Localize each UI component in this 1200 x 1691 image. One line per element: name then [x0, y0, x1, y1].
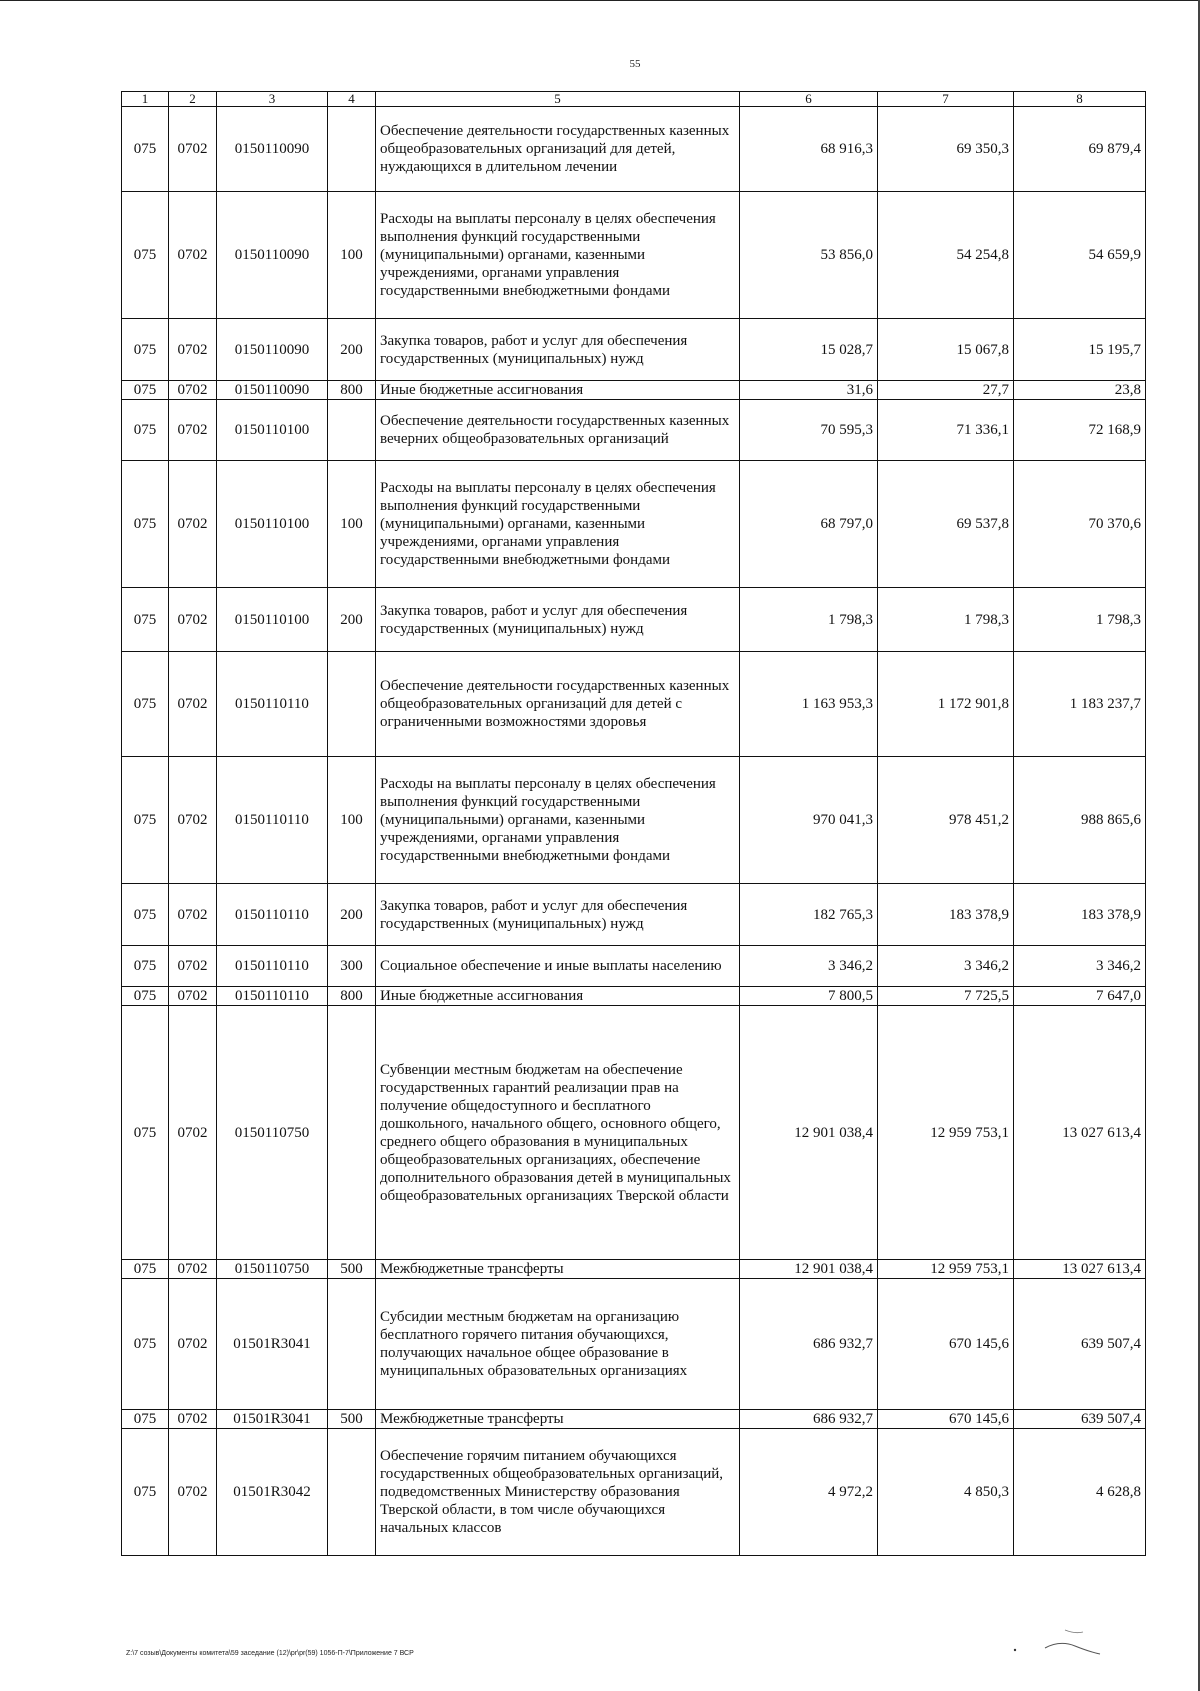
- cell-expense-type: [328, 652, 376, 757]
- cell-amount-1: 182 765,3: [740, 884, 878, 946]
- cell-amount-2: 670 145,6: [878, 1410, 1014, 1429]
- cell-target: 0150110750: [217, 1260, 328, 1279]
- cell-amount-3: 1 183 237,7: [1014, 652, 1146, 757]
- cell-target: 0150110110: [217, 946, 328, 987]
- cell-expense-type: [328, 1429, 376, 1556]
- cell-target: 0150110090: [217, 319, 328, 381]
- cell-amount-3: 23,8: [1014, 381, 1146, 400]
- cell-amount-1: 1 163 953,3: [740, 652, 878, 757]
- cell-admin: 075: [122, 400, 169, 461]
- cell-description: Закупка товаров, работ и услуг для обеспечения государственных (муниципальных) нужд: [376, 884, 740, 946]
- cell-description: Межбюджетные трансферты: [376, 1410, 740, 1429]
- header-col-3: 3: [217, 92, 328, 107]
- table-row: [122, 192, 1146, 319]
- cell-amount-2: 1 172 901,8: [878, 652, 1014, 757]
- cell-amount-2: 4 850,3: [878, 1429, 1014, 1556]
- header-col-7: 7: [878, 92, 1014, 107]
- cell-amount-3: 639 507,4: [1014, 1410, 1146, 1429]
- footer-file-path: Z:\7 созыв\Документы комитета\59 заседание (12)\pr\pr(59) 1056-П-7\Приложение 7 ВСР: [126, 1650, 414, 1657]
- cell-admin: 075: [122, 757, 169, 884]
- cell-amount-2: 71 336,1: [878, 400, 1014, 461]
- cell-expense-type: 500: [328, 1410, 376, 1429]
- cell-target: 0150110090: [217, 107, 328, 192]
- cell-amount-2: 978 451,2: [878, 757, 1014, 884]
- cell-description: Расходы на выплаты персоналу в целях обеспечения выполнения функций государственными (муниципальными) органами, казенными учреждениями, органами управления государственными внебюджетными фондами: [376, 192, 740, 319]
- cell-amount-3: 4 628,8: [1014, 1429, 1146, 1556]
- cell-description: Обеспечение деятельности государственных казенных общеобразовательных организаций для детей с ограниченными возможностями здоровья: [376, 652, 740, 757]
- cell-amount-2: 7 725,5: [878, 987, 1014, 1006]
- cell-target: 01501R3042: [217, 1429, 328, 1556]
- cell-amount-3: 183 378,9: [1014, 884, 1146, 946]
- cell-amount-1: 1 798,3: [740, 588, 878, 652]
- cell-amount-1: 68 916,3: [740, 107, 878, 192]
- cell-section: 0702: [169, 461, 217, 588]
- cell-expense-type: 100: [328, 192, 376, 319]
- cell-section: 0702: [169, 757, 217, 884]
- table-row: [122, 381, 1146, 400]
- cell-admin: 075: [122, 461, 169, 588]
- table-row: [122, 400, 1146, 461]
- cell-expense-type: 300: [328, 946, 376, 987]
- cell-expense-type: 800: [328, 381, 376, 400]
- cell-target: 0150110100: [217, 588, 328, 652]
- cell-description: Обеспечение деятельности государственных казенных общеобразовательных организаций для детей, нуждающихся в длительном лечении: [376, 107, 740, 192]
- header-col-6: 6: [740, 92, 878, 107]
- budget-table: [121, 91, 1146, 1556]
- cell-amount-1: 4 972,2: [740, 1429, 878, 1556]
- cell-admin: 075: [122, 1006, 169, 1260]
- cell-expense-type: 200: [328, 319, 376, 381]
- header-row: [122, 92, 1146, 107]
- cell-admin: 075: [122, 319, 169, 381]
- cell-admin: 075: [122, 1260, 169, 1279]
- cell-amount-2: 27,7: [878, 381, 1014, 400]
- cell-amount-1: 15 028,7: [740, 319, 878, 381]
- cell-section: 0702: [169, 652, 217, 757]
- cell-target: 0150110110: [217, 757, 328, 884]
- cell-description: Субсидии местным бюджетам на организацию бесплатного горячего питания обучающихся, получающих начальное общее образование в муниципальных образовательных организациях: [376, 1279, 740, 1410]
- cell-description: Социальное обеспечение и иные выплаты населению: [376, 946, 740, 987]
- cell-expense-type: [328, 1279, 376, 1410]
- cell-section: 0702: [169, 987, 217, 1006]
- cell-amount-1: 12 901 038,4: [740, 1260, 878, 1279]
- cell-amount-3: 72 168,9: [1014, 400, 1146, 461]
- table-row: [122, 1410, 1146, 1429]
- cell-amount-2: 54 254,8: [878, 192, 1014, 319]
- cell-admin: 075: [122, 381, 169, 400]
- table-row: [122, 1006, 1146, 1260]
- cell-section: 0702: [169, 1279, 217, 1410]
- cell-amount-1: 686 932,7: [740, 1410, 878, 1429]
- cell-amount-3: 639 507,4: [1014, 1279, 1146, 1410]
- cell-section: 0702: [169, 107, 217, 192]
- cell-amount-2: 69 537,8: [878, 461, 1014, 588]
- cell-amount-2: 3 346,2: [878, 946, 1014, 987]
- cell-admin: 075: [122, 1429, 169, 1556]
- cell-amount-3: 70 370,6: [1014, 461, 1146, 588]
- cell-target: 01501R3041: [217, 1410, 328, 1429]
- cell-expense-type: 100: [328, 461, 376, 588]
- cell-section: 0702: [169, 588, 217, 652]
- cell-target: 0150110110: [217, 987, 328, 1006]
- cell-description: Обеспечение деятельности государственных казенных вечерних общеобразовательных организаций: [376, 400, 740, 461]
- table-row: [122, 1279, 1146, 1410]
- cell-description: Межбюджетные трансферты: [376, 1260, 740, 1279]
- cell-admin: 075: [122, 652, 169, 757]
- cell-description: Закупка товаров, работ и услуг для обеспечения государственных (муниципальных) нужд: [376, 588, 740, 652]
- cell-expense-type: 200: [328, 588, 376, 652]
- cell-section: 0702: [169, 400, 217, 461]
- header-col-5: 5: [376, 92, 740, 107]
- cell-amount-2: 670 145,6: [878, 1279, 1014, 1410]
- cell-target: 0150110110: [217, 884, 328, 946]
- cell-description: Обеспечение горячим питанием обучающихся государственных общеобразовательных организаций, подведомственных Министерству образования Тверской области, в том числе обучающихся начальных классов: [376, 1429, 740, 1556]
- cell-target: 0150110750: [217, 1006, 328, 1260]
- cell-expense-type: 100: [328, 757, 376, 884]
- cell-amount-3: 1 798,3: [1014, 588, 1146, 652]
- cell-target: 0150110090: [217, 192, 328, 319]
- table-row: [122, 652, 1146, 757]
- table-row: [122, 588, 1146, 652]
- cell-amount-1: 7 800,5: [740, 987, 878, 1006]
- cell-expense-type: [328, 1006, 376, 1260]
- cell-section: 0702: [169, 884, 217, 946]
- table-row: [122, 319, 1146, 381]
- cell-description: Субвенции местным бюджетам на обеспечение государственных гарантий реализации прав на получение общедоступного и бесплатного дошкольного, начального общего, основного общего, среднего общего образования в муниципальных общеобразовательных организациях, обеспечение дополнительного образования детей в муниципальных общеобразовательных организациях Тверской области: [376, 1006, 740, 1260]
- cell-target: 0150110100: [217, 400, 328, 461]
- cell-amount-3: 13 027 613,4: [1014, 1006, 1146, 1260]
- cell-amount-1: 53 856,0: [740, 192, 878, 319]
- cell-expense-type: 200: [328, 884, 376, 946]
- cell-section: 0702: [169, 1006, 217, 1260]
- cell-amount-1: 70 595,3: [740, 400, 878, 461]
- cell-admin: 075: [122, 1410, 169, 1429]
- cell-expense-type: [328, 107, 376, 192]
- cell-amount-2: 69 350,3: [878, 107, 1014, 192]
- page-number: 55: [629, 58, 641, 70]
- table-row: [122, 107, 1146, 192]
- cell-expense-type: 800: [328, 987, 376, 1006]
- header-col-1: 1: [122, 92, 169, 107]
- cell-amount-2: 183 378,9: [878, 884, 1014, 946]
- cell-description: Расходы на выплаты персоналу в целях обеспечения выполнения функций государственными (муниципальными) органами, казенными учреждениями, органами управления государственными внебюджетными фондами: [376, 461, 740, 588]
- cell-admin: 075: [122, 1279, 169, 1410]
- cell-target: 0150110110: [217, 652, 328, 757]
- cell-section: 0702: [169, 946, 217, 987]
- table-row: [122, 884, 1146, 946]
- header-col-4: 4: [328, 92, 376, 107]
- cell-admin: 075: [122, 884, 169, 946]
- cell-amount-2: 12 959 753,1: [878, 1006, 1014, 1260]
- cell-target: 0150110090: [217, 381, 328, 400]
- signature-mark: [1005, 1610, 1105, 1660]
- page-border-top: [0, 0, 1200, 1]
- cell-description: Закупка товаров, работ и услуг для обеспечения государственных (муниципальных) нужд: [376, 319, 740, 381]
- cell-admin: 075: [122, 192, 169, 319]
- cell-admin: 075: [122, 946, 169, 987]
- header-col-8: 8: [1014, 92, 1146, 107]
- header-col-2: 2: [169, 92, 217, 107]
- cell-amount-2: 15 067,8: [878, 319, 1014, 381]
- cell-amount-1: 686 932,7: [740, 1279, 878, 1410]
- cell-description: Иные бюджетные ассигнования: [376, 381, 740, 400]
- cell-amount-3: 13 027 613,4: [1014, 1260, 1146, 1279]
- cell-section: 0702: [169, 192, 217, 319]
- table-row: [122, 987, 1146, 1006]
- cell-section: 0702: [169, 1410, 217, 1429]
- cell-amount-2: 1 798,3: [878, 588, 1014, 652]
- cell-section: 0702: [169, 319, 217, 381]
- cell-target: 0150110100: [217, 461, 328, 588]
- cell-admin: 075: [122, 107, 169, 192]
- cell-section: 0702: [169, 1260, 217, 1279]
- cell-amount-3: 15 195,7: [1014, 319, 1146, 381]
- cell-section: 0702: [169, 1429, 217, 1556]
- cell-admin: 075: [122, 588, 169, 652]
- cell-amount-3: 988 865,6: [1014, 757, 1146, 884]
- cell-amount-1: 68 797,0: [740, 461, 878, 588]
- cell-admin: 075: [122, 987, 169, 1006]
- table-row: [122, 461, 1146, 588]
- cell-amount-1: 12 901 038,4: [740, 1006, 878, 1260]
- cell-amount-3: 69 879,4: [1014, 107, 1146, 192]
- table-row: [122, 1260, 1146, 1279]
- cell-amount-1: 3 346,2: [740, 946, 878, 987]
- cell-amount-1: 970 041,3: [740, 757, 878, 884]
- cell-amount-3: 3 346,2: [1014, 946, 1146, 987]
- table-row: [122, 946, 1146, 987]
- table-row: [122, 757, 1146, 884]
- cell-amount-3: 54 659,9: [1014, 192, 1146, 319]
- cell-amount-3: 7 647,0: [1014, 987, 1146, 1006]
- cell-amount-2: 12 959 753,1: [878, 1260, 1014, 1279]
- cell-section: 0702: [169, 381, 217, 400]
- cell-expense-type: 500: [328, 1260, 376, 1279]
- cell-description: Расходы на выплаты персоналу в целях обеспечения выполнения функций государственными (муниципальными) органами, казенными учреждениями, органами управления государственными внебюджетными фондами: [376, 757, 740, 884]
- cell-description: Иные бюджетные ассигнования: [376, 987, 740, 1006]
- cell-amount-1: 31,6: [740, 381, 878, 400]
- cell-expense-type: [328, 400, 376, 461]
- cell-target: 01501R3041: [217, 1279, 328, 1410]
- table-row: [122, 1429, 1146, 1556]
